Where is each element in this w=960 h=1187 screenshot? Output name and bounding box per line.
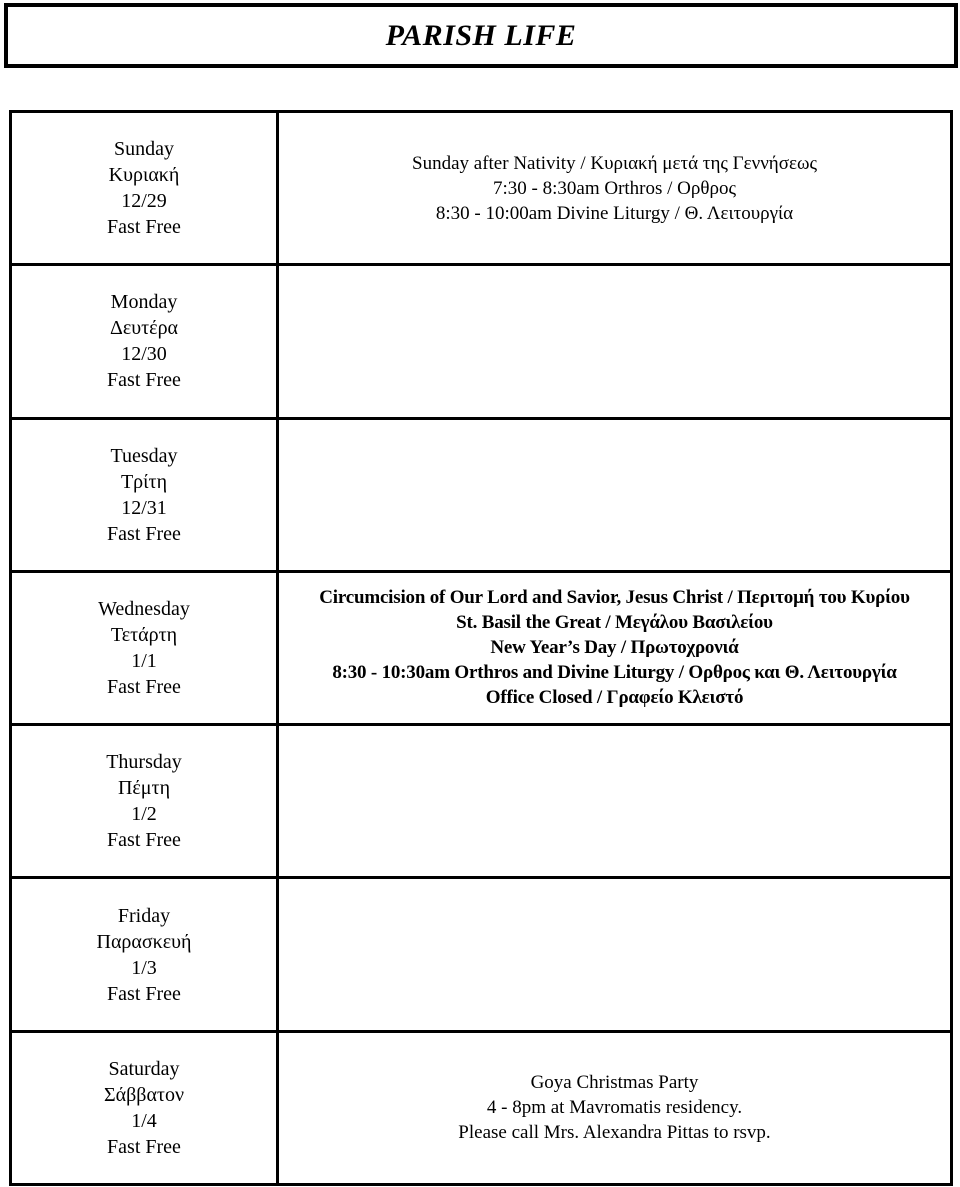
day-date: 12/31 [121,496,167,519]
fast-status: Fast Free [107,522,181,545]
event-line: St. Basil the Great / Μεγάλου Βασιλείου [456,612,773,634]
events-cell [278,265,952,418]
day-name-greek: Τετάρτη [110,623,178,646]
events-cell [278,418,952,571]
day-name-greek: Σάββατον [103,1083,185,1106]
day-cell [11,1031,278,1184]
events-cell [278,878,952,1031]
day-name-greek: Κυριακή [108,164,180,187]
day-cell [11,265,278,418]
schedule-row-tuesday [11,418,952,571]
events-cell [278,1031,952,1184]
day-cell [11,878,278,1031]
schedule-row-thursday [11,725,952,878]
page-title-box [4,3,958,68]
events-cell [278,112,952,265]
weekly-schedule-table [9,110,953,1186]
day-name-english: Wednesday [98,597,190,620]
page-title: PARISH LIFE [385,18,577,52]
event-line: Office Closed / Γραφείο Κλειστό [485,687,744,709]
day-name-greek: Δευτέρα [109,317,179,340]
events-cell [278,571,952,724]
day-date: 1/3 [131,956,157,979]
schedule-row-friday [11,878,952,1031]
fast-status: Fast Free [107,369,181,392]
day-date: 12/30 [121,343,167,366]
schedule-row-monday [11,265,952,418]
day-name-english: Monday [110,291,178,314]
event-line: Sunday after Nativity / Κυριακή μετά της Γεννήσεως [412,152,817,174]
day-name-english: Friday [117,904,171,927]
fast-status: Fast Free [107,829,181,852]
day-date: 1/4 [131,1109,157,1132]
day-cell [11,725,278,878]
day-name-english: Thursday [106,751,182,774]
day-name-greek: Πέμτη [117,777,171,800]
fast-status: Fast Free [107,982,181,1005]
fast-status: Fast Free [107,675,181,698]
event-line: Please call Mrs. Alexandra Pittas to rsvp. [458,1122,771,1144]
day-name-english: Saturday [108,1057,180,1080]
schedule-row-sunday [11,112,952,265]
fast-status: Fast Free [107,1135,181,1158]
day-cell [11,112,278,265]
day-name-greek: Τρίτη [120,470,168,493]
day-name-greek: Παρασκευή [96,930,192,953]
schedule-row-saturday [11,1031,952,1184]
event-line: Goya Christmas Party [530,1072,699,1094]
event-line: 7:30 - 8:30am Orthros / Ορθρος [493,177,736,199]
day-date: 12/29 [121,190,167,213]
event-line: 8:30 - 10:00am Divine Liturgy / Θ. Λειτουργία [435,202,794,224]
day-name-english: Tuesday [110,444,178,467]
day-cell [11,571,278,724]
event-line: 4 - 8pm at Mavromatis residency. [486,1097,743,1119]
schedule-row-wednesday [11,571,952,724]
event-line: New Year’s Day / Πρωτοχρονιά [490,637,739,659]
day-date: 1/2 [131,803,157,826]
event-line: Circumcision of Our Lord and Savior, Jesus Christ / Περιτομή του Κυρίου [319,587,910,609]
event-line: 8:30 - 10:30am Orthros and Divine Liturgy / Ορθρος και Θ. Λειτουργία [332,662,897,684]
fast-status: Fast Free [107,216,181,239]
day-date: 1/1 [131,649,157,672]
day-cell [11,418,278,571]
events-cell [278,725,952,878]
day-name-english: Sunday [114,138,174,161]
